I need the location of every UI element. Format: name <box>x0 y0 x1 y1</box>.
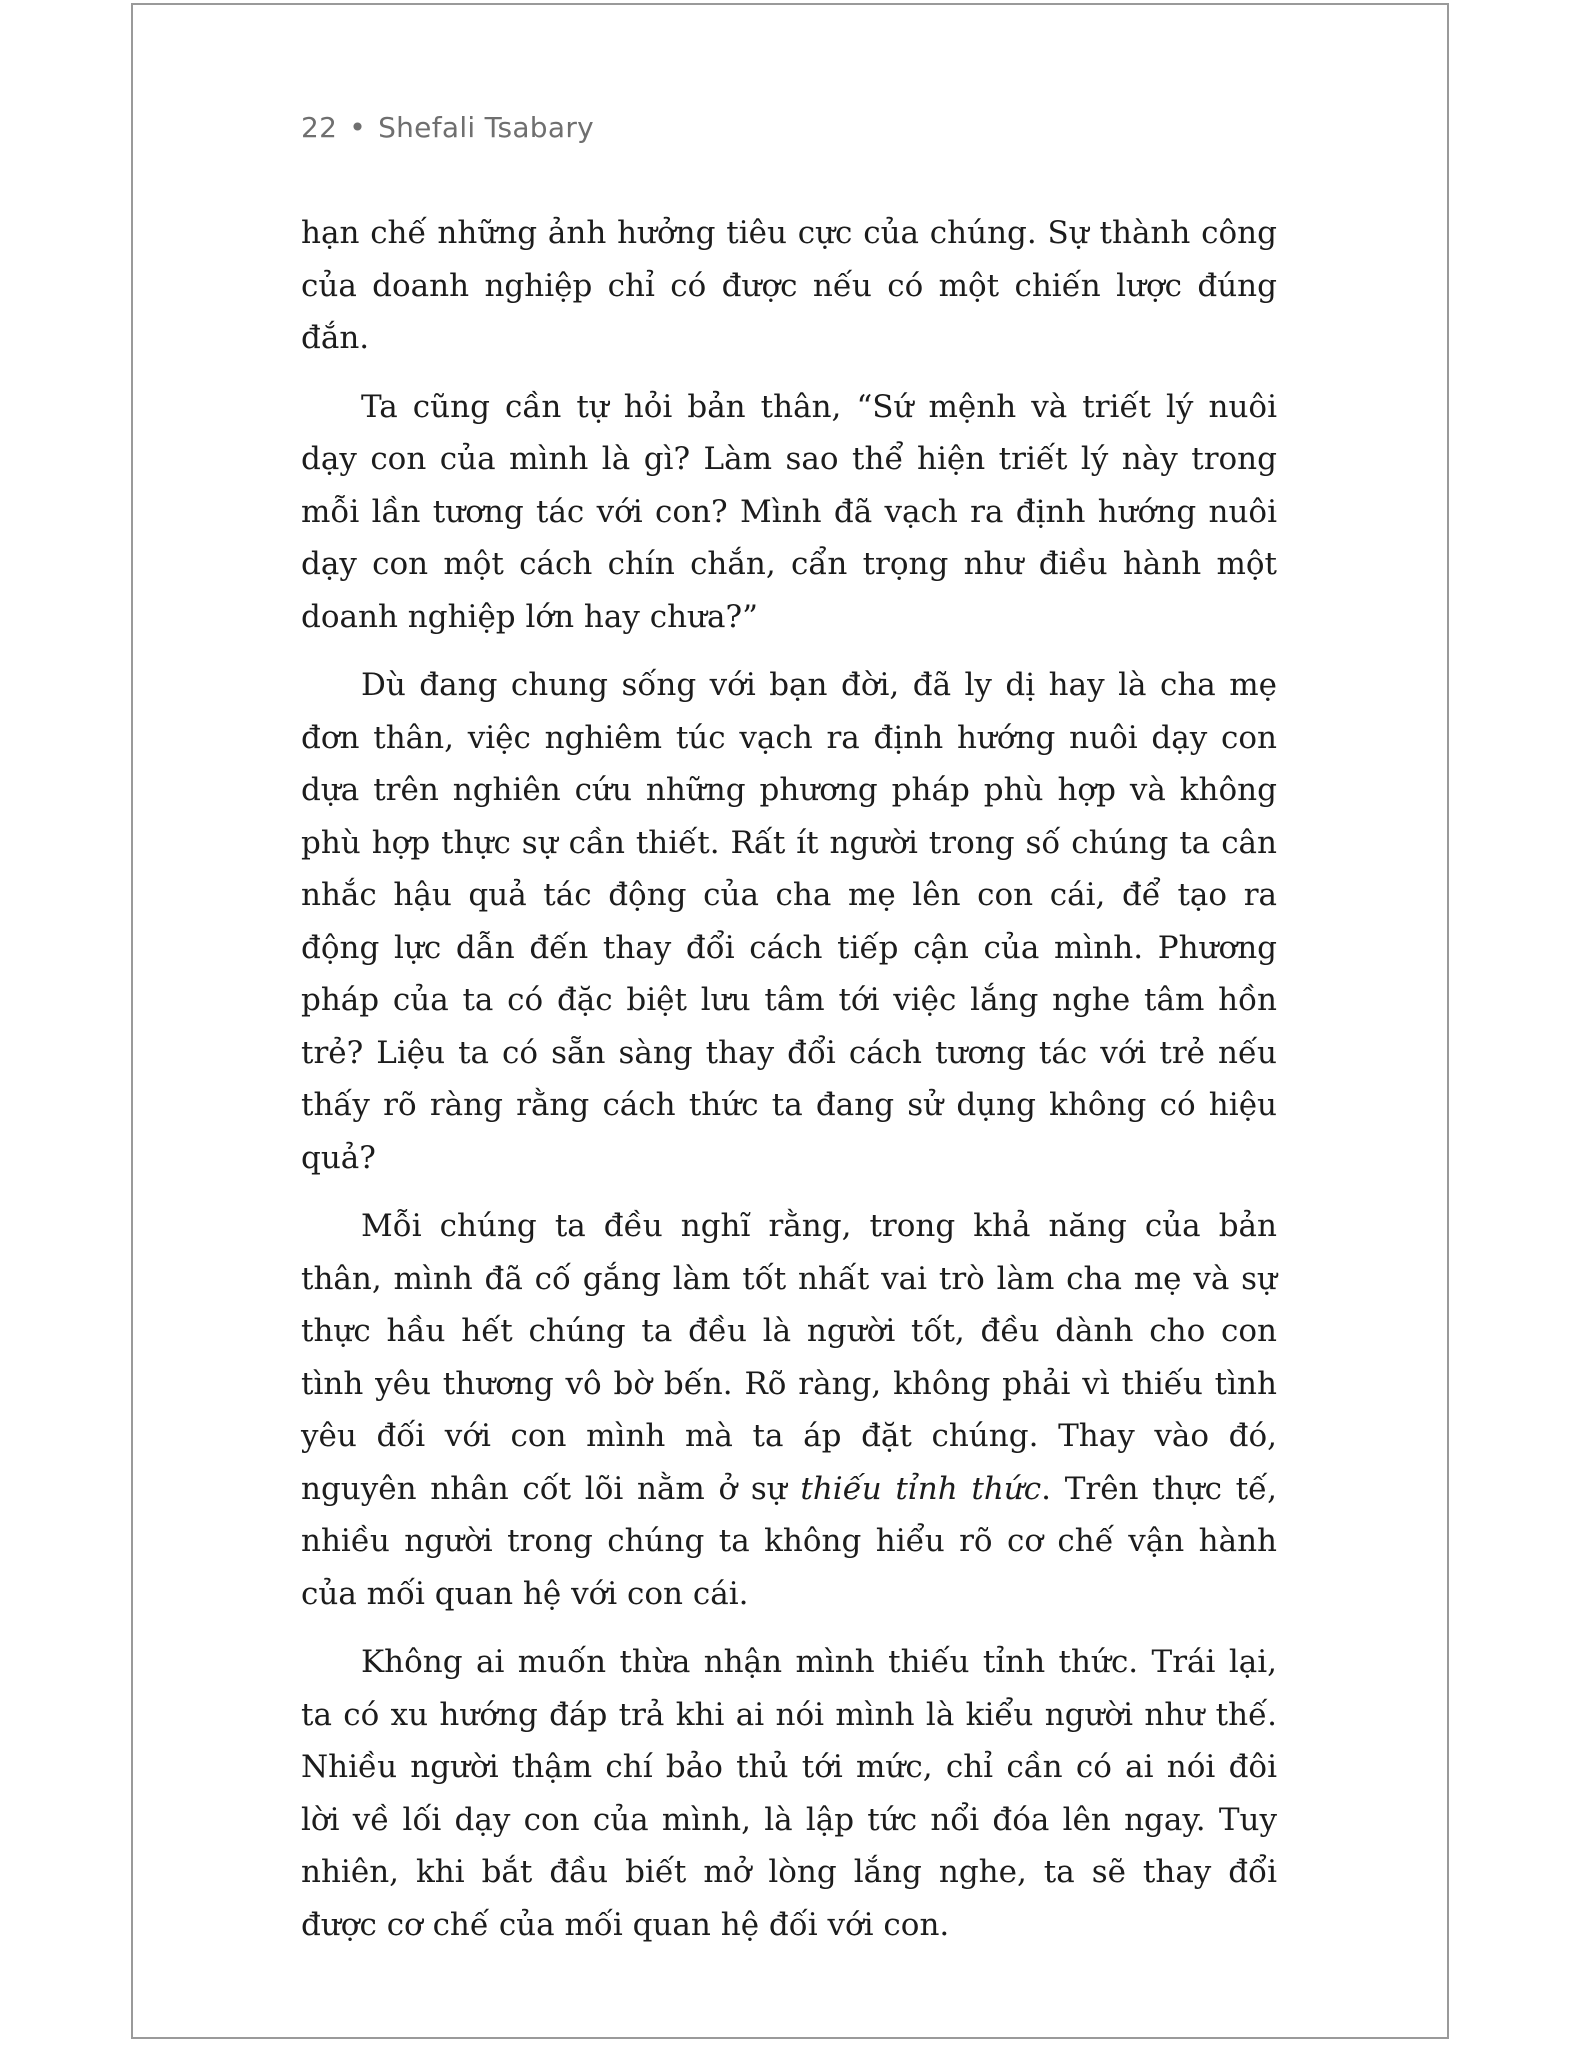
paragraph-4-tail: . Trên thực tế, nhiều người trong chúng ta không hiểu rõ cơ chế vận hành của mối quan hệ với con cái. <box>301 1470 1277 1612</box>
paragraph-3: Dù đang chung sống với bạn đời, đã ly dị hay là cha mẹ đơn thân, việc nghiêm túc vạch ra định hướng nuôi dạy con dựa trên nghiên cứu những phương pháp phù hợp và không phù hợp thực sự cần thiết. Rất ít người trong số chúng ta cân nhắc hậu quả tác động của cha mẹ lên con cái, để tạo ra động lực dẫn đến thay đổi cách tiếp cận của mình. Phương pháp của ta có đặc biệt lưu tâm tới việc lắng nghe tâm hồn trẻ? Liệu ta có sẵn sàng thay đổi cách tương tác với trẻ nếu thấy rõ ràng rằng cách thức ta đang sử dụng không có hiệu quả? <box>301 667 1277 1176</box>
italic-phrase: thiếu tỉnh thức <box>800 1470 1042 1507</box>
page-number: 22 <box>301 111 338 144</box>
paragraph-1: hạn chế những ảnh hưởng tiêu cực của chúng. Sự thành công của doanh nghiệp chỉ có được nếu có một chiến lược đúng đắn. <box>301 215 1277 356</box>
author-name: Shefali Tsabary <box>378 111 595 144</box>
paragraph-4-lead: Mỗi chúng ta đều nghĩ rằng, trong khả năng của bản thân, mình đã cố gắng làm tốt nhất vai trò làm cha mẹ và sự thực hầu hết chúng ta đều là người tốt, đều dành cho con tình yêu thương vô bờ bến. Rõ ràng, không phải vì thiếu tình yêu đối với con mình mà ta áp đặt chúng. Thay vào đó, nguyên nhân cốt lõi nằm ở sự <box>301 1208 1277 1507</box>
paragraph-2: Ta cũng cần tự hỏi bản thân, “Sứ mệnh và triết lý nuôi dạy con của mình là gì? Làm sao thể hiện triết lý này trong mỗi lần tương tác với con? Mình đã vạch ra định hướng nuôi dạy con một cách chín chắn, cẩn trọng như điều hành một doanh nghiệp lớn hay chưa?” <box>301 388 1277 635</box>
header-separator: • <box>349 111 367 144</box>
running-header <box>301 111 594 144</box>
body-text <box>301 207 1277 1951</box>
book-page <box>131 3 1449 2039</box>
paragraph-4 <box>301 1200 1277 1620</box>
paragraph-5: Không ai muốn thừa nhận mình thiếu tỉnh thức. Trái lại, ta có xu hướng đáp trả khi ai nói mình là kiểu người như thế. Nhiều người thậm chí bảo thủ tới mức, chỉ cần có ai nói đôi lời về lối dạy con của mình, là lập tức nổi đóa lên ngay. Tuy nhiên, khi bắt đầu biết mở lòng lắng nghe, ta sẽ thay đổi được cơ chế của mối quan hệ đối với con. <box>301 1644 1277 1943</box>
